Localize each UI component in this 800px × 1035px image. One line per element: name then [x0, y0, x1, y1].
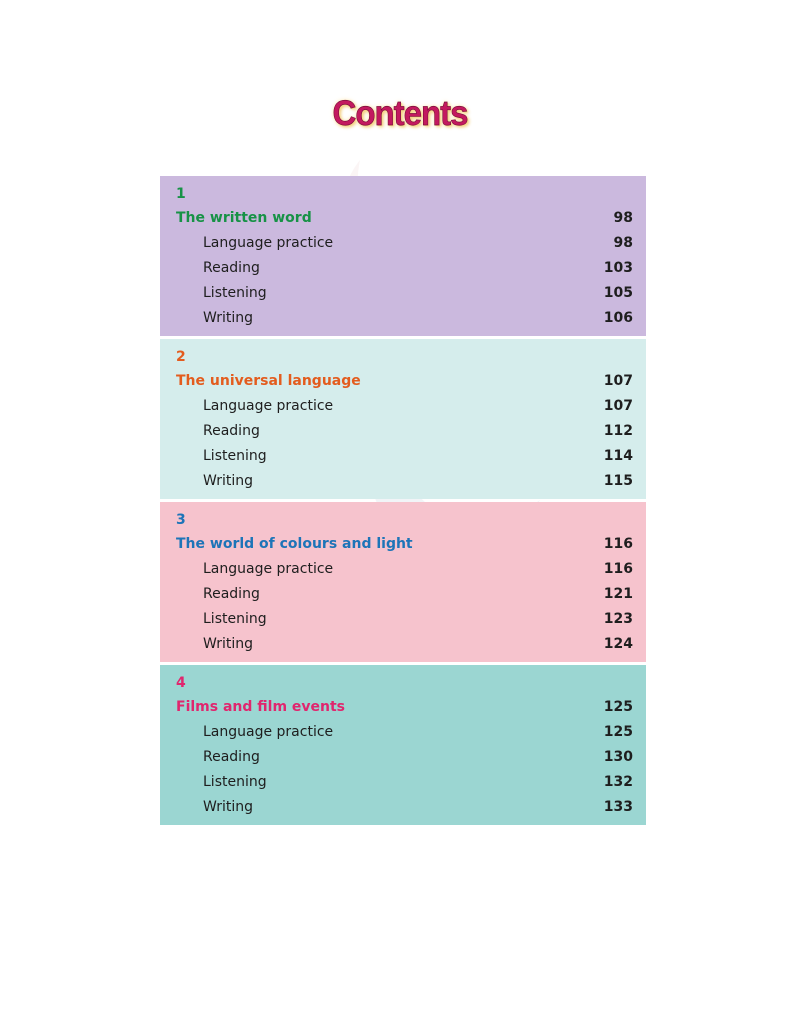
entry-label: Language practice: [203, 235, 334, 252]
page-number: 105: [603, 284, 633, 301]
page-number: 121: [603, 585, 633, 602]
entry-label: Listening: [203, 447, 267, 464]
unit-title: The written word: [176, 210, 312, 227]
entry-label: Writing: [203, 635, 253, 652]
toc-entry-language-practice[interactable]: [176, 557, 633, 582]
page-number: 130: [603, 748, 633, 765]
entry-label: Reading: [203, 748, 260, 765]
unit-number: 3: [176, 511, 186, 528]
unit-title: The universal language: [176, 373, 361, 390]
page-number: 107: [603, 398, 633, 415]
toc-entry-writing[interactable]: [176, 468, 633, 493]
page-title: Contents: [332, 92, 468, 133]
entry-label: Language practice: [203, 398, 334, 415]
entry-label: Language practice: [203, 561, 334, 578]
page-number: 107: [603, 373, 633, 390]
toc-entry-reading[interactable]: [176, 745, 633, 770]
entry-label: Writing: [203, 798, 253, 815]
entry-label: Language practice: [203, 724, 334, 741]
page-number: 98: [613, 210, 633, 227]
entry-label: Listening: [203, 773, 267, 790]
unit-1-section: [160, 176, 646, 336]
toc-entry-language-practice[interactable]: [176, 394, 633, 419]
toc-entry-language-practice[interactable]: [176, 231, 633, 256]
unit-title: The world of colours and light: [176, 536, 413, 553]
entry-label: Reading: [203, 259, 260, 276]
toc-entry-listening[interactable]: [176, 280, 633, 305]
unit-title-row[interactable]: [176, 532, 633, 557]
page-number: 125: [603, 724, 633, 741]
page-number: 125: [603, 699, 633, 716]
toc-entry-reading[interactable]: [176, 256, 633, 281]
table-of-contents: [160, 176, 646, 828]
page-number: 98: [613, 235, 633, 252]
unit-number: 1: [176, 186, 186, 202]
toc-entry-language-practice[interactable]: [176, 720, 633, 745]
page-number: 112: [603, 422, 633, 439]
toc-entry-reading[interactable]: [176, 582, 633, 607]
toc-entry-writing[interactable]: [176, 631, 633, 656]
unit-title: Films and film events: [176, 699, 346, 716]
toc-entry-writing[interactable]: [176, 305, 633, 330]
toc-entry-reading[interactable]: [176, 419, 633, 444]
unit-4-section: [160, 665, 646, 825]
entry-label: Writing: [203, 309, 253, 326]
toc-entry-listening[interactable]: [176, 769, 633, 794]
page-number: 115: [603, 472, 633, 489]
page-number: 106: [603, 309, 633, 326]
unit-title-row[interactable]: [176, 369, 633, 394]
entry-label: Listening: [203, 610, 267, 627]
toc-entry-listening[interactable]: [176, 443, 633, 468]
unit-number: 4: [176, 674, 186, 691]
unit-number: 2: [176, 348, 186, 365]
unit-2-section: [160, 339, 646, 499]
page-number: 123: [603, 610, 633, 627]
page-number: 116: [603, 536, 633, 553]
unit-title-row[interactable]: [176, 695, 633, 720]
entry-label: Reading: [203, 585, 260, 602]
page-number: 103: [603, 259, 633, 276]
entry-label: Writing: [203, 472, 253, 489]
page-number: 132: [603, 773, 633, 790]
toc-entry-writing[interactable]: [176, 794, 633, 819]
page-number: 114: [603, 447, 633, 464]
page-number: 116: [603, 561, 633, 578]
entry-label: Listening: [203, 284, 267, 301]
page-number: 124: [603, 635, 633, 652]
unit-title-row[interactable]: [176, 206, 633, 231]
entry-label: Reading: [203, 422, 260, 439]
page-number: 133: [603, 798, 633, 815]
toc-entry-listening[interactable]: [176, 606, 633, 631]
unit-3-section: [160, 502, 646, 662]
